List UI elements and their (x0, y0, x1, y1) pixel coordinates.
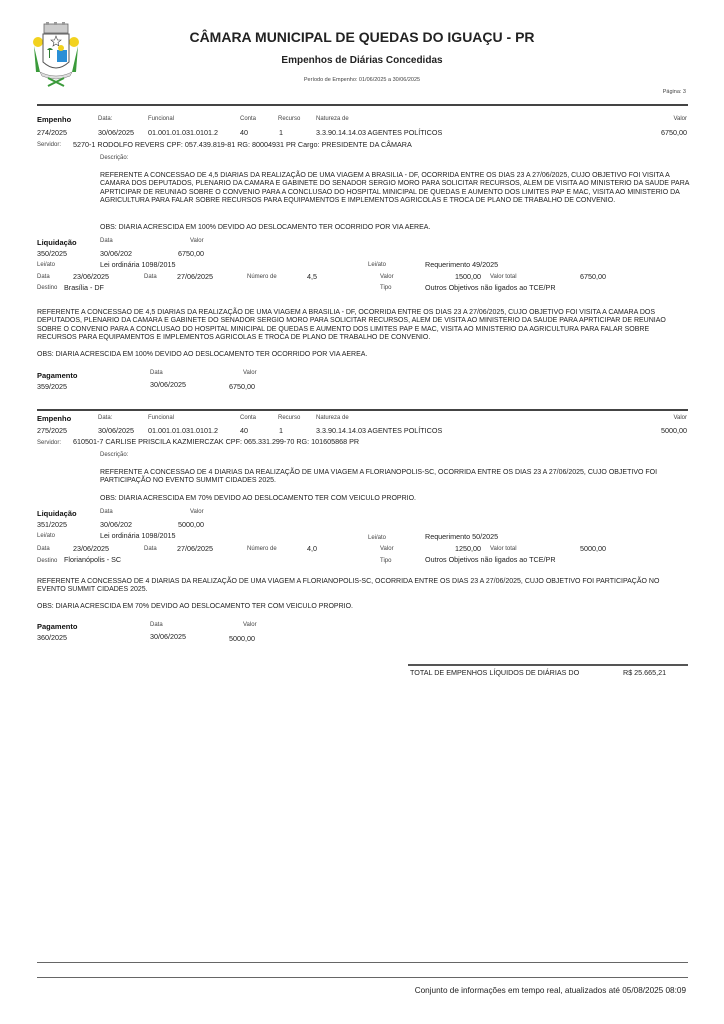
empenho-date: 30/06/2025 (98, 426, 134, 435)
obs-text: OBS: DIARIA ACRESCIDA EM 100% DEVIDO AO DESLOCAMENTO TER OCORRIDO POR VIA AEREA. (100, 224, 431, 231)
empenho-date: 30/06/2025 (98, 128, 134, 137)
total-label: TOTAL DE EMPENHOS LÍQUIDOS DE DIÁRIAS DO (410, 668, 580, 677)
lei-ato-value-2: Requerimento 49/2025 (425, 260, 499, 269)
pagamento-valor: 5000,00 (229, 634, 255, 643)
destino-label: Destino (37, 285, 58, 291)
destino-label: Destino (37, 558, 58, 564)
valor-total-label: Valor total (490, 274, 517, 280)
data-inicio-label: Data (37, 546, 50, 552)
obs-text: OBS: DIARIA ACRESCIDA EM 70% DEVIDO AO DESLOCAMENTO TER COM VEICULO PROPRIO. (100, 495, 416, 502)
liquidacao-number: 351/2025 (37, 520, 67, 529)
valor-unit: 1250,00 (455, 544, 481, 553)
pagamento-valor: 6750,00 (229, 382, 255, 391)
descricao-text: REFERENTE A CONCESSAO DE 4 DIARIAS DA REALIZAÇÃO DE UMA VIAGEM A FLORIANOPOLIS-SC, OCORRIDA ENTRE OS DIAS 23 A 27/06/2025, CUJO OBJETIVO FOI PARTICIPAÇÃO NO EVENTO SUMMIT CIDADES 2025. (100, 469, 658, 485)
entry-divider (37, 409, 688, 411)
data-label: Data: (98, 116, 113, 122)
descricao-text-2: REFERENTE A CONCESSAO DE 4 DIARIAS DA REALIZAÇÃO DE UMA VIAGEM A FLORIANOPOLIS-SC, OCORRIDA ENTRE OS DIAS 23 A 27/06/2025, CUJO OBJETIVO FOI PARTICIPAÇÃO NO EVENTO SUMMIT CIDADES 2025. (37, 578, 660, 594)
lei-ato-value: Lei ordinária 1098/2015 (100, 260, 176, 269)
data-inicio: 23/06/2025 (73, 544, 109, 553)
funcional-value: 01.001.01.031.0101.2 (148, 426, 218, 435)
lei-ato-label-2: Lei/ato (368, 535, 387, 541)
destino-value: Florianópolis - SC (64, 555, 122, 564)
natureza-label: Natureza de (316, 116, 349, 122)
pag-data-label: Data (150, 370, 163, 376)
natureza-value: 3.3.90.14.14.03 AGENTES POLÍTICOS (316, 128, 443, 137)
empenho-label: Empenho (37, 115, 72, 124)
pagamento-number: 359/2025 (37, 382, 67, 391)
descricao-label: Descrição: (100, 155, 129, 161)
pagamento-number: 360/2025 (37, 633, 67, 642)
data-fim: 27/06/2025 (177, 544, 213, 553)
pagamento-date: 30/06/2025 (150, 632, 186, 641)
funcional-value: 01.001.01.031.0101.2 (148, 128, 218, 137)
empenho-valor: 5000,00 (661, 426, 687, 435)
tipo-label: Tipo (380, 285, 392, 291)
destino-value: Brasília - DF (64, 283, 104, 292)
empenho-label: Empenho (37, 414, 72, 423)
tipo-value: Outros Objetivos não ligados ao TCE/PR (425, 555, 556, 564)
data-inicio: 23/06/2025 (73, 272, 109, 281)
recurso-label: Recurso (278, 415, 301, 421)
footer-note: Conjunto de informações em tempo real, atualizados até 05/08/2025 08:09 (414, 986, 686, 995)
footer-divider-1 (37, 962, 688, 963)
descricao-text: REFERENTE A CONCESSAO DE 4,5 DIARIAS DA REALIZAÇÃO DE UMA VIAGEM A BRASILIA - DF, OCORRIDA ENTRE OS DIAS 23 A 27/06/2025, CUJO OBJETIVO FOI VISITA A CAMARA DOS DEPUTADOS, PLENARIO DA CAMARA E GABINETE DO SENADOR SERGIO MORO PARA SOLICITAR RECURSOS, ALEM DE VISITA AO MINISTERIO DA SAUDE PARA APRTICIPAR DE REUNIAO SOBRE O CONVENIO PARA A CONCLUSAO DO HOSPITAL MINICIPAL DE QUEDAS E AUMENTO DOS LIMITES PAP E MAC, VISITA AO MINISTERIO DA AGRICULTURA PARA FALAR SOBRE RECURSOS PARA EQUIPAMENTOS E IMPLEMENTOS AGRICOLAS E TROCA DE PLANO DE TRABALHO DE CONVENIO. (100, 172, 690, 205)
pagamento-label: Pagamento (37, 371, 78, 380)
liquidacao-date: 30/06/202 (100, 520, 132, 529)
obs-text-2: OBS: DIARIA ACRESCIDA EM 70% DEVIDO AO DESLOCAMENTO TER COM VEICULO PROPRIO. (37, 603, 353, 610)
pagamento-date: 30/06/2025 (150, 380, 186, 389)
valor-total-label: Valor total (490, 546, 517, 552)
lei-ato-value: Lei ordinária 1098/2015 (100, 531, 176, 540)
empenho-number: 274/2025 (37, 128, 67, 137)
liq-data-label: Data (100, 238, 113, 244)
servidor-label: Servidor: (37, 440, 62, 446)
descricao-text-2: REFERENTE A CONCESSAO DE 4,5 DIARIAS DA REALIZAÇÃO DE UMA VIAGEM A BRASILIA - DF, OCORRIDA ENTRE OS DIAS 23 A 27/06/2025, CUJO OBJETIVO FOI VISITA A CAMARA DOS DEPUTADOS, PLENARIO DA CAMARA E GABINETE DO SENADOR SERGIO MORO PARA SOLICITAR RECURSOS, ALEM DE VISITA AO MINISTERIO DA SAUDE PARA APRTICIPAR DE REUNIAO SOBRE O CONVENIO PARA A CONCLUSAO DO HOSPITAL MINICIPAL DE QUEDAS E AUMENTO DOS LIMITES PAP E MAC, VISITA AO MINISTERIO DA AGRICULTURA PARA FALAR SOBRE RECURSOS PARA EQUIPAMENTOS E IMPLEMENTOS AGRICOLAS E TROCA DE PLANO DE TRABALHO DE CONVENIO. (37, 309, 666, 342)
valor-unit: 1500,00 (455, 272, 481, 281)
pagamento-label: Pagamento (37, 622, 78, 631)
servidor-value: 610501-7 CARLISE PRISCILA KAZMIERCZAK CPF: 065.331.299-70 RG: 101605868 PR (73, 437, 360, 446)
liquidacao-label: Liquidação (37, 238, 77, 247)
pag-valor-label: Valor (243, 370, 257, 376)
period-text: Período de Empenho: 01/06/2025 a 30/06/2025 (303, 77, 421, 83)
liquidacao-date: 30/06/202 (100, 249, 132, 258)
data-inicio-label: Data (37, 274, 50, 280)
liq-data-label: Data (100, 509, 113, 515)
conta-value: 40 (240, 128, 248, 137)
numero-de-label: Número de (247, 546, 277, 552)
funcional-label: Funcional (148, 415, 175, 421)
valor-total: 6750,00 (580, 272, 606, 281)
tipo-value: Outros Objetivos não ligados ao TCE/PR (425, 283, 556, 292)
liq-valor-label: Valor (190, 238, 204, 244)
funcional-label: Funcional (148, 116, 175, 122)
recurso-label: Recurso (278, 116, 301, 122)
empenho-number: 275/2025 (37, 426, 67, 435)
total-divider (408, 664, 688, 666)
header-divider (37, 104, 688, 106)
numero-diarias: 4,0 (307, 544, 317, 553)
valor-label: Valor (673, 415, 687, 421)
pag-valor-label: Valor (243, 622, 257, 628)
conta-label: Conta (240, 116, 257, 122)
lei-ato-label-2: Lei/ato (368, 262, 387, 268)
total-value: R$ 25.665,21 (623, 668, 667, 677)
conta-label: Conta (240, 415, 257, 421)
numero-de-label: Número de (247, 274, 277, 280)
lei-ato-label: Lei/ato (37, 262, 56, 268)
page-subtitle: Empenhos de Diárias Concedidas (281, 55, 443, 66)
natureza-label: Natureza de (316, 415, 349, 421)
liq-valor-label: Valor (190, 509, 204, 515)
valor-label: Valor (673, 116, 687, 122)
pag-data-label: Data (150, 622, 163, 628)
natureza-value: 3.3.90.14.14.03 AGENTES POLÍTICOS (316, 426, 443, 435)
data-fim: 27/06/2025 (177, 272, 213, 281)
liquidacao-number: 350/2025 (37, 249, 67, 258)
empenho-valor: 6750,00 (661, 128, 687, 137)
footer-divider-2 (37, 977, 688, 978)
valor-unit-label: Valor (380, 546, 394, 552)
valor-unit-label: Valor (380, 274, 394, 280)
recurso-value: 1 (279, 128, 283, 137)
liquidacao-valor: 6750,00 (178, 249, 204, 258)
page-number: Página: 3 (662, 89, 686, 95)
servidor-label: Servidor: (37, 142, 62, 148)
descricao-label: Descrição: (100, 452, 129, 458)
conta-value: 40 (240, 426, 248, 435)
tipo-label: Tipo (380, 558, 392, 564)
valor-total: 5000,00 (580, 544, 606, 553)
liquidacao-label: Liquidação (37, 509, 77, 518)
liquidacao-valor: 5000,00 (178, 520, 204, 529)
page-title: CÂMARA MUNICIPAL DE QUEDAS DO IGUAÇU - PR (189, 29, 535, 45)
data-fim-label: Data (144, 274, 157, 280)
numero-diarias: 4,5 (307, 272, 317, 281)
lei-ato-label: Lei/ato (37, 533, 56, 539)
data-label: Data: (98, 415, 113, 421)
servidor-value: 5270-1 RODOLFO REVERS CPF: 057.439.819-81 RG: 80004931 PR Cargo: PRESIDENTE DA CÂMARA (73, 140, 412, 149)
lei-ato-value-2: Requerimento 50/2025 (425, 532, 499, 541)
data-fim-label: Data (144, 546, 157, 552)
recurso-value: 1 (279, 426, 283, 435)
obs-text-2: OBS: DIARIA ACRESCIDA EM 100% DEVIDO AO DESLOCAMENTO TER OCORRIDO POR VIA AEREA. (37, 351, 368, 358)
